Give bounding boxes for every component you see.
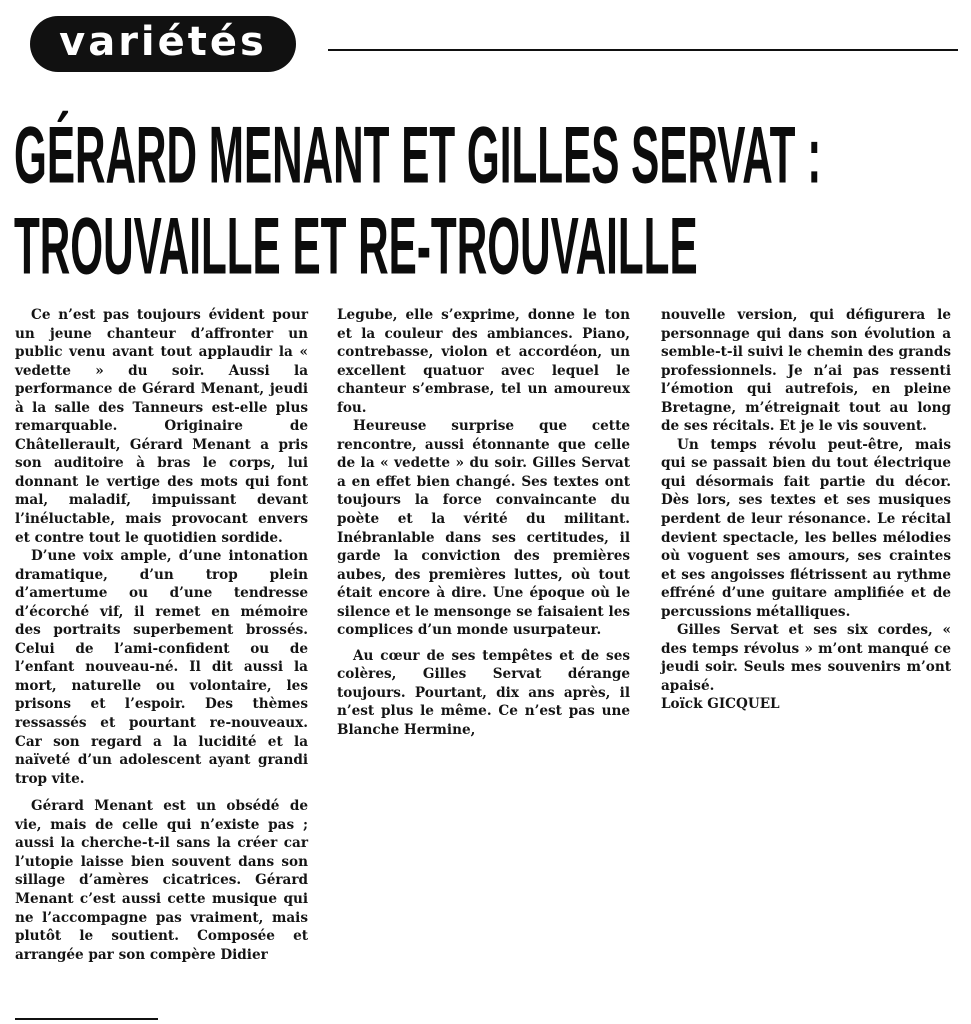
paragraph: Au cœur de ses tempêtes et de ses colères, Gilles Servat dérange toujours. Pourtant, dix ans après, il n’est plus le même. Ce n’est pas une Blanche Hermine, [337,647,630,739]
section-badge-label: variétés [59,19,267,65]
article-column-3 [661,306,951,714]
author-signature: Loïck GICQUEL [661,696,780,713]
article-column-2 [337,306,630,740]
paragraph: Ce n’est pas toujours évident pour un jeune chanteur d’affronter un public venu avant tout applaudir la « vedette » du soir. Aussi la performance de Gérard Menant, jeudi à la salle des Tanneurs est-elle plus remarquable. Originaire de Châtellerault, Gérard Menant a pris son auditoire à bras le corps, lui donnant le vertige des mots qui font mal, maladif, impuissant devant l’inéluctable, mais provocant envers et contre tout le quotidien sordide. [15,307,308,546]
paragraph: Heureuse surprise que cette rencontre, aussi étonnante que celle de la « vedette » du soir. Gilles Servat a en effet bien changé. Ses textes ont toujours la force convaincante du poète et la vérité du militant. Inébranlable dans ses certitudes, il garde la conviction des premières aubes, des premières luttes, où tout était encore à dire. Une époque où le silence et le mensonge se faisaient les complices d’un monde usurpateur. [337,418,630,639]
paragraph: Gilles Servat et ses six cordes, « des temps révolus » m’ont manqué ce jeudi soir. Seuls mes souvenirs m’ont apaisé. [661,622,951,694]
paragraph: Un temps révolu peut-être, mais qui se passait bien du tout électrique qui désormais fait partie du décor. Dès lors, ses textes et ses musiques perdent de leur résonance. Le récital devient spectacle, les belles mélodies où voguent ses amours, ses craintes et ses angoisses flétrissent au rythme effréné d’une guitare amplifiée et de percussions métalliques. [661,436,951,620]
paragraph: nouvelle version, qui défigurera le personnage qui dans son évolution a semble-t-il suivi le chemin des grands professionnels. Je n’ai pas ressenti l’émotion qui autrefois, en pleine Bretagne, m’étreignait tout au long de ses récitals. Et je le vis souvent. [661,307,951,435]
headline-line-1: GÉRARD MENANT ET GILLES SERVAT : [14,109,822,200]
paragraph: Legube, elle s’exprime, donne le ton et la couleur des ambiances. Piano, contrebasse, violon et accordéon, un excellent quatuor avec lequel le chanteur s’embrase, tel un amoureux fou. [337,307,630,416]
footer-rule [15,1018,158,1020]
headline-line-2: TROUVAILLE ET RE-TROUVAILLE [14,200,698,291]
section-badge [30,16,296,72]
article-column-1 [15,306,308,964]
header-rule [328,49,958,51]
paragraph: Gérard Menant est un obsédé de vie, mais de celle qui n’existe pas ; aussi la cherche-t-il sans la créer car l’utopie laisse bien souvent dans son sillage d’amères cicatrices. Gérard Menant c’est aussi cette musique qui ne l’accompagne pas vraiment, mais plutôt le soutient. Composée et arrangée par son compère Didier [15,798,308,963]
paragraph: D’une voix ample, d’une intonation dramatique, d’un trop plein d’amertume ou d’une tendresse d’écorché vif, il remet en mémoire des portraits superbement brossés. Celui de l’ami-confident ou de l’enfant nouveau-né. Il dit aussi la mort, naturelle ou volontaire, les prisons et l’espoir. Des thèmes ressassés et pourtant re-nouveaux. Car son regard a la lucidité et la naïveté d’un adolescent ayant grandi trop vite. [15,548,308,787]
